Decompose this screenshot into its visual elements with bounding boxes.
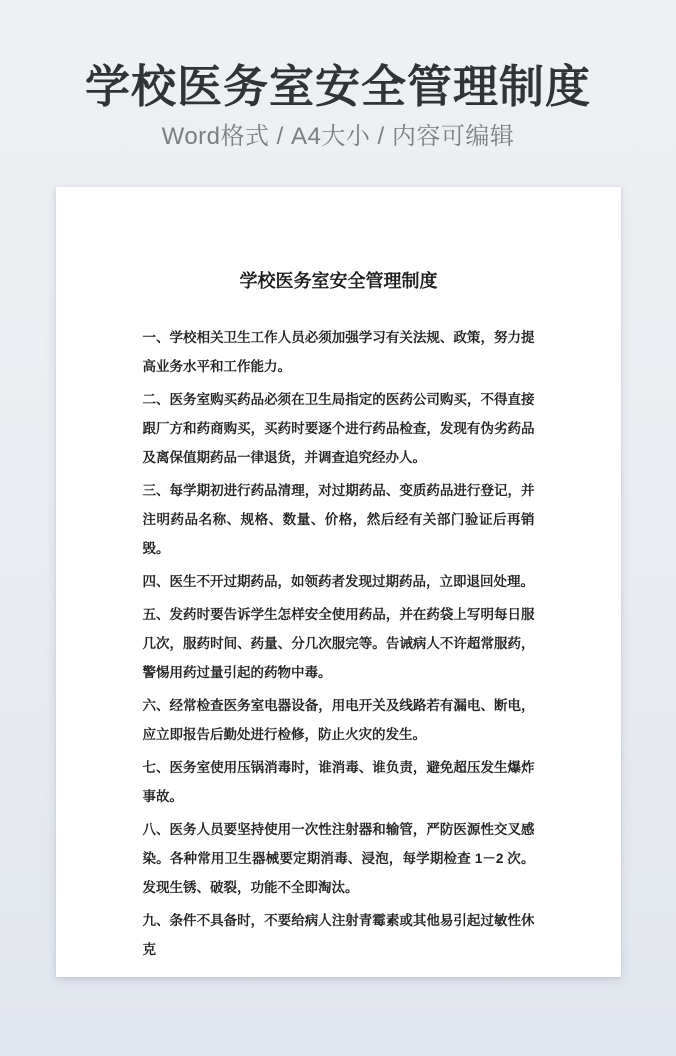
document-paragraph: 七、医务室使用压锅消毒时，谁消毒、谁负责，避免超压发生爆炸事故。 (142, 760, 535, 804)
document-paragraph: 八、医务人员要坚持使用一次性注射器和输管，严防医源性交叉感染。各种常用卫生器械要定期消毒、浸泡，每学期检查 1－2 次。发现生锈、破裂，功能不全即淘汰。 (142, 822, 535, 895)
document-paragraph: 三、每学期初进行药品清理，对过期药品、变质药品进行登记，并注明药品名称、规格、数量、价格，然后经有关部门验证后再销毁。 (142, 483, 535, 556)
document-paragraph: 九、条件不具备时，不要给病人注射青霉素或其他易引起过敏性休克 (142, 913, 535, 957)
document-paragraph: 四、医生不开过期药品，如领药者发现过期药品，立即退回处理。 (142, 574, 534, 589)
document-paragraph: 二、医务室购买药品必须在卫生局指定的医药公司购买，不得直接跟厂方和药商购买，买药时要逐个进行药品检查，发现有伪劣药品及离保值期药品一律退货，并调查追究经办人。 (142, 392, 535, 465)
document-page-content (56, 187, 621, 964)
document-paragraph: 六、经常检查医务室电器设备，用电开关及线路若有漏电、断电，应立即报告后勤处进行检修，防止火灾的发生。 (142, 698, 535, 742)
document-title: 学校医务室安全管理制度 (239, 271, 438, 291)
preview-header (0, 0, 676, 151)
page-subtitle: Word格式 / A4大小 / 内容可编辑 (161, 123, 515, 150)
document-paragraph: 五、发药时要告诉学生怎样安全使用药品，并在药袋上写明每日服几次，服药时间、药量、分几次服完等。告诫病人不许超常服药，警惕用药过量引起的药物中毒。 (142, 607, 535, 680)
document-paragraph: 一、学校相关卫生工作人员必须加强学习有关法规、政策，努力提高业务水平和工作能力。 (142, 330, 535, 374)
document-paragraphs (143, 323, 535, 964)
page-title: 学校医务室安全管理制度 (84, 61, 591, 112)
document-page-preview (56, 187, 621, 977)
